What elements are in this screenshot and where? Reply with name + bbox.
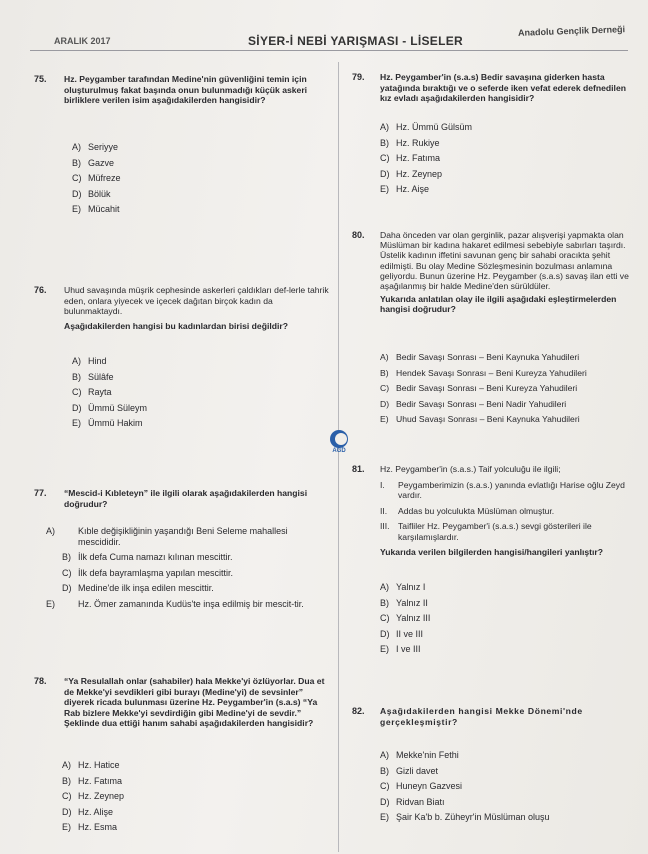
option-a[interactable]: A) Kıble değişikliğinin yaşandığı Beni Seleme mahallesi mescididir.: [46, 526, 288, 547]
option-c[interactable]: C) Bedir Savaşı Sonrası – Beni Kureyza Yahudileri: [380, 383, 578, 393]
question-77: [34, 488, 330, 509]
question-text: Daha önceden var olan gerginlik, pazar alışverişi yapmakta olan Müslüman bir kadına hakaret edilmesi sebebiyle sabırları taşırdı. Üstelik kadının iffetini savunan genç bir sahabi oracıkta şehit edilmişti. Bu olay Medine Sözleşmesinin bozulması anlamına geliyordu. Bunun üzerine Hz. Peygamber (s.a.s) savaş ilan etti ve aşağılanmış bir halde Medine'den sürüldüler.: [380, 230, 629, 292]
question-text: Uhud savaşında müşrik cephesinde askerleri çaldıkları def-lerle tahrik eden, onlara yiyecek ve içecek dağıtan birçok kadın da bulunmaktaydı.: [64, 285, 329, 316]
question-75: [34, 74, 330, 106]
agd-logo-text: AGD: [332, 448, 346, 454]
options-80: [380, 350, 587, 428]
option-c[interactable]: C) Hz. Fatıma: [380, 153, 441, 163]
question-number: 79.: [352, 72, 365, 82]
option-b[interactable]: B) Gizli davet: [380, 765, 439, 776]
option-a[interactable]: A) Bedir Savaşı Sonrası – Beni Kaynuka Yahudileri: [380, 352, 580, 362]
option-b[interactable]: B) Gazve: [72, 157, 115, 168]
column-divider: [338, 62, 339, 852]
option-c[interactable]: C) İlk defa bayramlaşma yapılan mescittir.: [62, 567, 234, 578]
page-header: [30, 24, 628, 51]
option-c[interactable]: C) Müfreze: [72, 173, 121, 183]
options-76: [72, 354, 147, 432]
option-a[interactable]: A) Mekke'nin Fethi: [380, 750, 459, 760]
option-e[interactable]: E) Mücahit: [72, 204, 120, 214]
question-80: [352, 230, 634, 315]
option-b[interactable]: B) Hz. Fatıma: [62, 775, 123, 786]
option-e[interactable]: E) Şair Ka'b b. Züheyr'in Müslüman oluşu: [380, 812, 550, 822]
options-81: [380, 580, 430, 658]
options-77: [46, 526, 330, 609]
question-text: Hz. Peygamber tarafından Medine'nin güvenliğini temin için oluşturulmuş fakat başında onun bulunmadığı küçük askeri birliklere verilen isim aşağıdakilerden hangisidir?: [64, 74, 308, 105]
question-prompt: Yukarıda verilen bilgilerden hangisi/hangileri yanlıştır?: [380, 547, 604, 557]
question-79: [352, 72, 632, 104]
option-e[interactable]: E) I ve III: [380, 644, 421, 654]
option-c[interactable]: C) Huneyn Gazvesi: [380, 781, 463, 791]
question-prompt: Yukarıda anlatılan olay ile ilgili aşağıdaki eşleştirmelerden hangisi doğrudur?: [380, 294, 617, 315]
question-76: [34, 285, 330, 331]
question-text: Hz. Peygamber'in (s.a.s.) Taif yolculuğu ile ilgili;: [380, 464, 561, 474]
question-82: [352, 706, 638, 727]
option-d[interactable]: D) Bedir Savaşı Sonrası – Beni Nadir Yahudileri: [380, 398, 567, 409]
exam-title: SİYER-İ NEBİ YARIŞMASI - LİSELER: [248, 34, 463, 48]
options-79: [380, 120, 472, 198]
option-a[interactable]: A) Hz. Hatice: [62, 760, 120, 770]
option-b[interactable]: B) İlk defa Cuma namazı kılınan mescittir.: [62, 552, 233, 562]
question-text: “Ya Resulallah onlar (sahabiler) hala Mekke'yi özlüyorlar. Dua et de Mekke'yi sevdikleri gibi burayı (Medine'yi) de sevsinler” diyerek ricada bulunması üzerine Hz. Peygamber'in (s.a.s) “Ya Rab bizlere Mekke'yi sevdirdiğin gibi Medine'yi de sevdir.” Şeklinde dua ettiği hanım sahabi aşağıdakilerden hangisidir?: [64, 676, 325, 728]
option-b[interactable]: B) Sülâfe: [72, 371, 114, 382]
option-a[interactable]: A) Yalnız I: [380, 582, 426, 592]
agd-logo-icon: [330, 430, 348, 448]
option-d[interactable]: D) Ridvan Biatı: [380, 796, 445, 807]
question-number: 77.: [34, 488, 47, 498]
option-e[interactable]: E) Uhud Savaşı Sonrası – Beni Kaynuka Yahudileri: [380, 414, 580, 424]
question-number: 76.: [34, 285, 47, 295]
organization-name: Anadolu Gençlik Derneği: [517, 24, 626, 38]
option-e[interactable]: E) Hz. Esma: [62, 822, 118, 832]
option-e[interactable]: E) Ümmü Hakim: [72, 418, 143, 428]
question-number: 78.: [34, 676, 47, 686]
question-number: 81.: [352, 464, 365, 474]
option-d[interactable]: D) Bölük: [72, 188, 111, 199]
question-number: 82.: [352, 706, 365, 716]
options-82: [380, 748, 550, 826]
option-e[interactable]: E) Hz. Ömer zamanında Kudüs'te inşa edilmiş bir mescit-tir.: [46, 598, 304, 609]
options-75: [72, 140, 121, 218]
agd-logo: [328, 430, 350, 456]
question-text: Hz. Peygamber'in (s.a.s) Bedir savaşına giderken hasta yatağında bıraktığı ve o seferde iken vefat ederek defnedilen kız evladı aşağıdakilerden hangisidir?: [380, 72, 626, 103]
statement-ii: II. Addas bu yolculukta Müslüman olmuştur.: [380, 505, 555, 516]
question-81: [352, 464, 634, 558]
option-d[interactable]: D) II ve III: [380, 628, 424, 639]
statement-i: I. Peygamberimizin (s.a.s.) yanında evlatlığı Harise oğlu Zeyd vardır.: [380, 479, 625, 500]
option-b[interactable]: B) Hz. Rukiye: [380, 137, 440, 148]
question-text: “Mescid-i Kıbleteyn” ile ilgili olarak aşağıdakilerden hangisi doğrudur?: [64, 488, 308, 509]
option-a[interactable]: A) Seriyye: [72, 142, 119, 152]
question-78: [34, 676, 330, 729]
option-b[interactable]: B) Yalnız II: [380, 597, 428, 608]
option-c[interactable]: C) Rayta: [72, 387, 112, 397]
option-c[interactable]: C) Hz. Zeynep: [62, 791, 125, 801]
option-d[interactable]: D) Hz. Alişe: [62, 806, 114, 817]
option-d[interactable]: D) Hz. Zeynep: [380, 168, 443, 179]
option-e[interactable]: E) Hz. Aişe: [380, 184, 430, 194]
options-78: [62, 758, 124, 836]
option-c[interactable]: C) Yalnız III: [380, 613, 431, 623]
option-a[interactable]: A) Hind: [72, 356, 107, 366]
option-d[interactable]: D) Ümmü Süleym: [72, 402, 148, 413]
option-a[interactable]: A) Hz. Ümmü Gülsüm: [380, 122, 473, 132]
question-number: 75.: [34, 74, 47, 84]
exam-date: ARALIK 2017: [54, 36, 111, 46]
option-d[interactable]: D) Medine'de ilk inşa edilen mescittir.: [62, 583, 214, 593]
question-prompt: Aşağıdakilerden hangisi bu kadınlardan birisi değildir?: [64, 320, 288, 331]
question-text: Aşağıdakilerden hangisi Mekke Dönemi'nde gerçekleşmiştir?: [380, 706, 583, 727]
option-b[interactable]: B) Hendek Savaşı Sonrası – Beni Kureyza Yahudileri: [380, 367, 587, 378]
question-number: 80.: [352, 230, 365, 240]
statement-iii: III. Taifliler Hz. Peygamber'i (s.a.s.) sevgi gösterileri ile karşılamışlardır.: [380, 521, 592, 542]
